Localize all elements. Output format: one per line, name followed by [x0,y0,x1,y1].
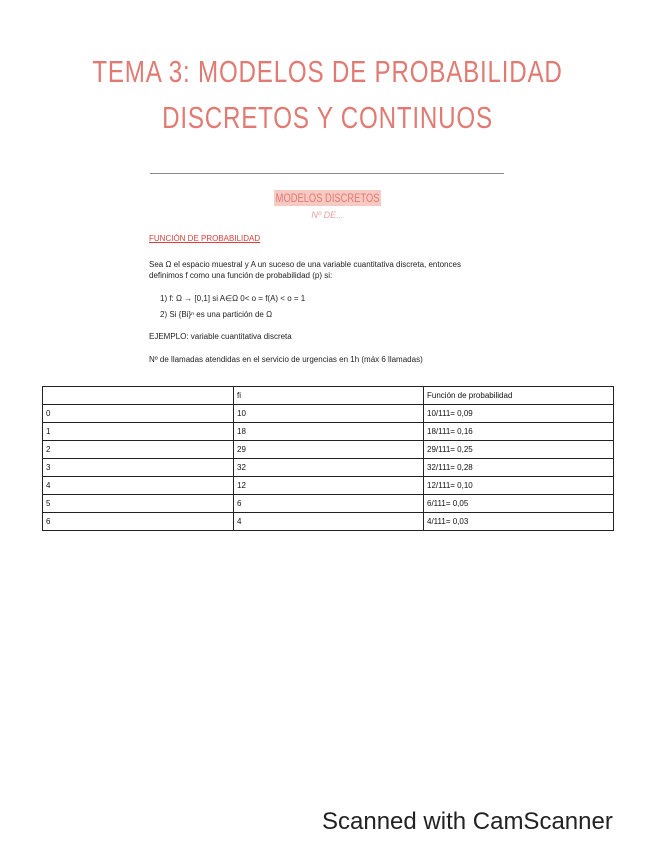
table-cell: 12 [234,477,424,495]
table-header-row [43,387,614,405]
table-cell: 18 [234,423,424,441]
table-row [43,477,614,495]
definition-line2: definimos f como una función de probabilidad (p) si: [149,271,333,280]
table-cell: 29/111= 0,25 [424,441,614,459]
table-row [43,495,614,513]
funcion-heading: FUNCIÓN DE PROBABILIDAD [149,234,261,243]
table-cell: 10/111= 0,09 [424,405,614,423]
camscanner-watermark: Scanned with CamScanner [322,808,613,835]
doc-title-line1: TEMA 3: MODELOS DE PROBABILIDAD [92,54,563,89]
table-cell: 1 [43,423,234,441]
ejemplo-description: Nº de llamadas atendidas en el servicio de urgencias en 1h (máx 6 llamadas) [149,355,423,364]
header-cell: Función de probabilidad [424,387,614,405]
table-cell: 2 [43,441,234,459]
table-cell: 6 [234,495,424,513]
section-heading-text: MODELOS DISCRETOS [275,191,380,205]
table-cell: 32/111= 0,28 [424,459,614,477]
table-cell: 6 [43,513,234,531]
header-cell [43,387,234,405]
table-row [43,423,614,441]
table-cell: 6/111= 0,05 [424,495,614,513]
probability-table [42,386,614,531]
table-row [43,513,614,531]
condition-2: 2) Si {Bi}ⁿ es una partición de Ω [160,310,273,319]
section-note: Nº DE... [311,210,344,220]
table-cell: 18/111= 0,16 [424,423,614,441]
doc-title-line2: DISCRETOS Y CONTINUOS [162,100,493,135]
table-cell: 32 [234,459,424,477]
table-cell: 12/111= 0,10 [424,477,614,495]
table-cell: 3 [43,459,234,477]
section-heading [0,190,655,206]
table-cell: 5 [43,495,234,513]
ejemplo-label: EJEMPLO: variable cuantitativa discreta [149,332,292,341]
table-cell: 4 [234,513,424,531]
table-cell: 10 [234,405,424,423]
table-row [43,405,614,423]
table-cell: 0 [43,405,234,423]
definition-line1: Sea Ω el espacio muestral y A un suceso de una variable cuantitativa discreta, entonces [149,260,461,269]
table-cell: 4/111= 0,03 [424,513,614,531]
table-cell: 4 [43,477,234,495]
condition-1: 1) f: Ω → [0,1] si A∈Ω 0< o = f(A) < o = 1 [160,294,306,303]
title-divider [150,173,504,174]
table-row [43,441,614,459]
header-cell: fi [234,387,424,405]
table-cell: 29 [234,441,424,459]
table-row [43,459,614,477]
